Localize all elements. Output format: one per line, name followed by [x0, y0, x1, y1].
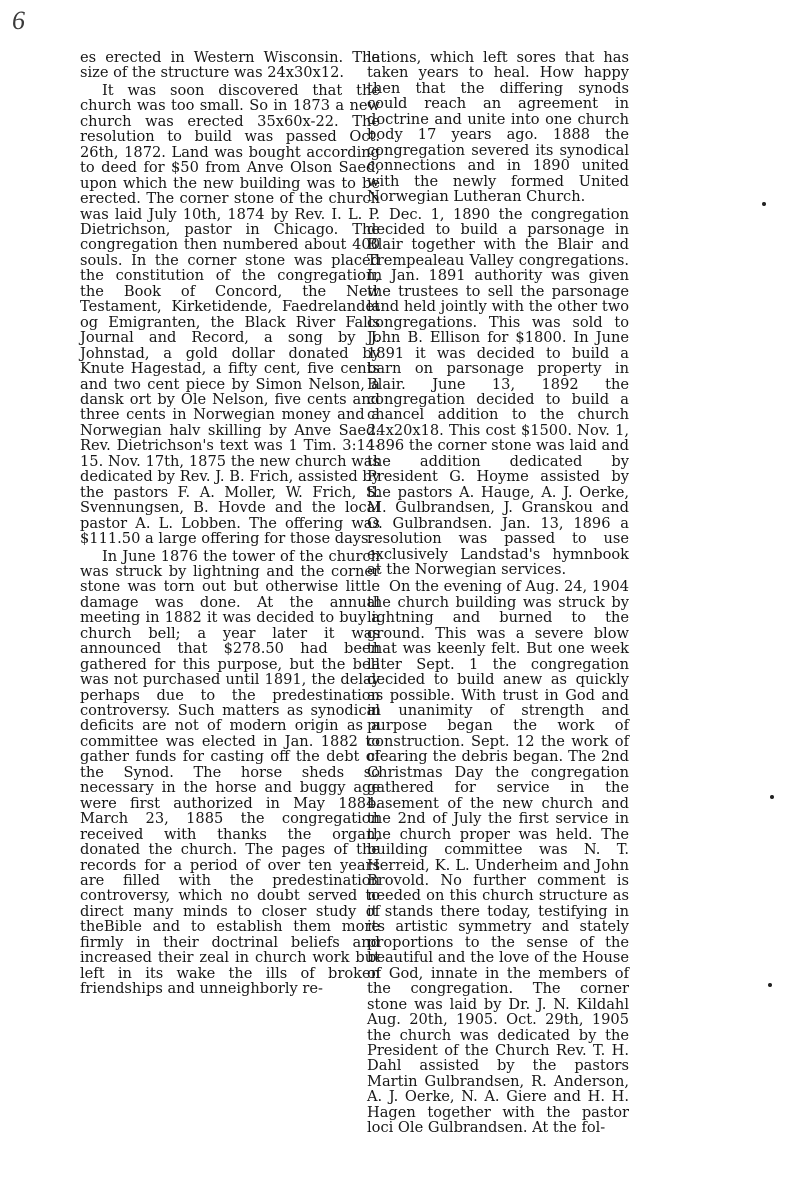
left-paragraph-3: In June 1876 the tower of the church was struck by lightning and the corner stone was torn out but otherwise little damage was done. At the annual meeting in 1882 it was decided to buy a church bell; a year later it was announced that $278.50 had been gathered for this purpose, but the bell was not purchased until 1891, the delay perhaps due to the predestination controversy. Such matters as synodical deficits are not of modern origin as a committee was elected in Jan. 1882 to gather funds for casting off the debt of the Synod. The horse sheds so necessary in the horse and buggy age were first authorized in May 1884. March 23, 1885 the congregation received with thanks the organ, donated the church. The pages of the records for a period of over ten years are filled with the predestination controversy, which no doubt served to direct many minds to closer study of theBible and to establish them more firmly in their doctrinal beliefs and increased their zeal in church work but left in its wake the ills of broken friendships and unneighborly re- — [80, 547, 380, 998]
right-paragraph-3: On the evening of Aug. 24, 1904 the church building was struck by lightning and burned to the ground. This was a severe blow that was keenly felt. But one week later Sept. 1 the congregation decided to build anew as quickly as possible. With trust in God and in unanimity of strength and purpose began the work of construction. Sept. 12 the work of clearing the debris began. The 2nd Christmas Day the congregation gathered for service in the basement of the new church and the 2nd of July the first service in the church proper was held. The building committee was N. T. Herreid, K. L. Underheim and John Brovold. No further comment is needed on this church structure as it stands there today, testifying in its artistic symmetry and stately proportions to the sense of the beautiful and the love of the House of God, innate in the members of the congregation. The corner stone was laid by Dr. J. N. Kildahl Aug. 20th, 1905. Oct. 29th, 1905 the church was dedicated by the President of the Church Rev. T. H. Dahl assisted by the pastors Martin Gulbrandsen, R. Anderson, A. J. Oerke, N. A. Giere and H. H. Hagen together with the pastor loci Ole Gulbrandsen. At the fol- — [367, 578, 629, 1137]
scan-speck-2 — [770, 795, 774, 799]
scan-speck-3 — [768, 983, 772, 987]
right-column — [367, 50, 629, 1136]
left-paragraph-1: es erected in Western Wisconsin. The size of the structure was 24x30x12. — [80, 49, 380, 82]
scan-speck-1 — [762, 202, 766, 206]
right-paragraph-1: lations, which left sores that has taken years to heal. How happy then that the differing synods could reach an agreement in doctrine and unite into one church body 17 years ago. 1888 the congregation severed its synodical connections and in 1890 united with the newly formed United Norwegian Lutheran Church. — [367, 49, 629, 206]
left-paragraph-2: It was soon discovered that the church was too small. So in 1873 a new church was erected 35x60x-22. The resolution to build was passed Oct. 26th, 1872. Land was bought according to deed for $50 from Anve Olson Saed, upon which the new building was to be erected. The corner stone of the church was laid July 10th, 1874 by Rev. I. L. P. Dietrichson, pastor in Chicago. The congregation then numbered about 400 souls. In the corner stone was placed the constitution of the congregation, the Book of Concord, the New Testament, Kirketidende, Faedrelandet og Emigranten, the Black River Falls Journal and Record, a song by J. Johnstad, a gold dollar donated by Knute Hagestad, a fifty cent, five cents and two cent piece by Simon Nelson, a dansk ort by Ole Nelson, five cents and three cents in Norwegian money and a Norwegian halv skilling by Anve Saed. Rev. Dietrichson's text was 1 Tim. 3:14-15. Nov. 17th, 1875 the new church was dedicated by Rev. J. B. Frich, assisted by the pastors F. A. Moller, W. Frich, S. Svennungsen, B. Hovde and the local pastor A. L. Lobben. The offering was $111.50 a large offering for those days. — [80, 81, 380, 548]
right-paragraph-2: Dec. 1, 1890 the congregation decided to build a parsonage in Blair together with the Blair and Trempealeau Valley congregations. In Jan. 1891 authority was given the trustees to sell the parsonage land held jointly with the other two congregations. This was sold to John B. Ellison for $1800. In June 1891 it was decided to build a barn on parsonage property in Blair. June 13, 1892 the congregation decided to build a chancel addition to the church 24x20x18. This cost $1500. Nov. 1, 1896 the corner stone was laid and the addition dedicated by President G. Hoyme assisted by the pastors A. Hauge, A. J. Oerke, M. Gulbrandsen, J. Granskou and O. Gulbrandsen. Jan. 13, 1896 a resolution was passed to use exclusively Landstad's hymnbook at the Norwegian services. — [367, 205, 629, 578]
left-column — [80, 50, 380, 997]
page-number: 6 — [12, 6, 25, 35]
